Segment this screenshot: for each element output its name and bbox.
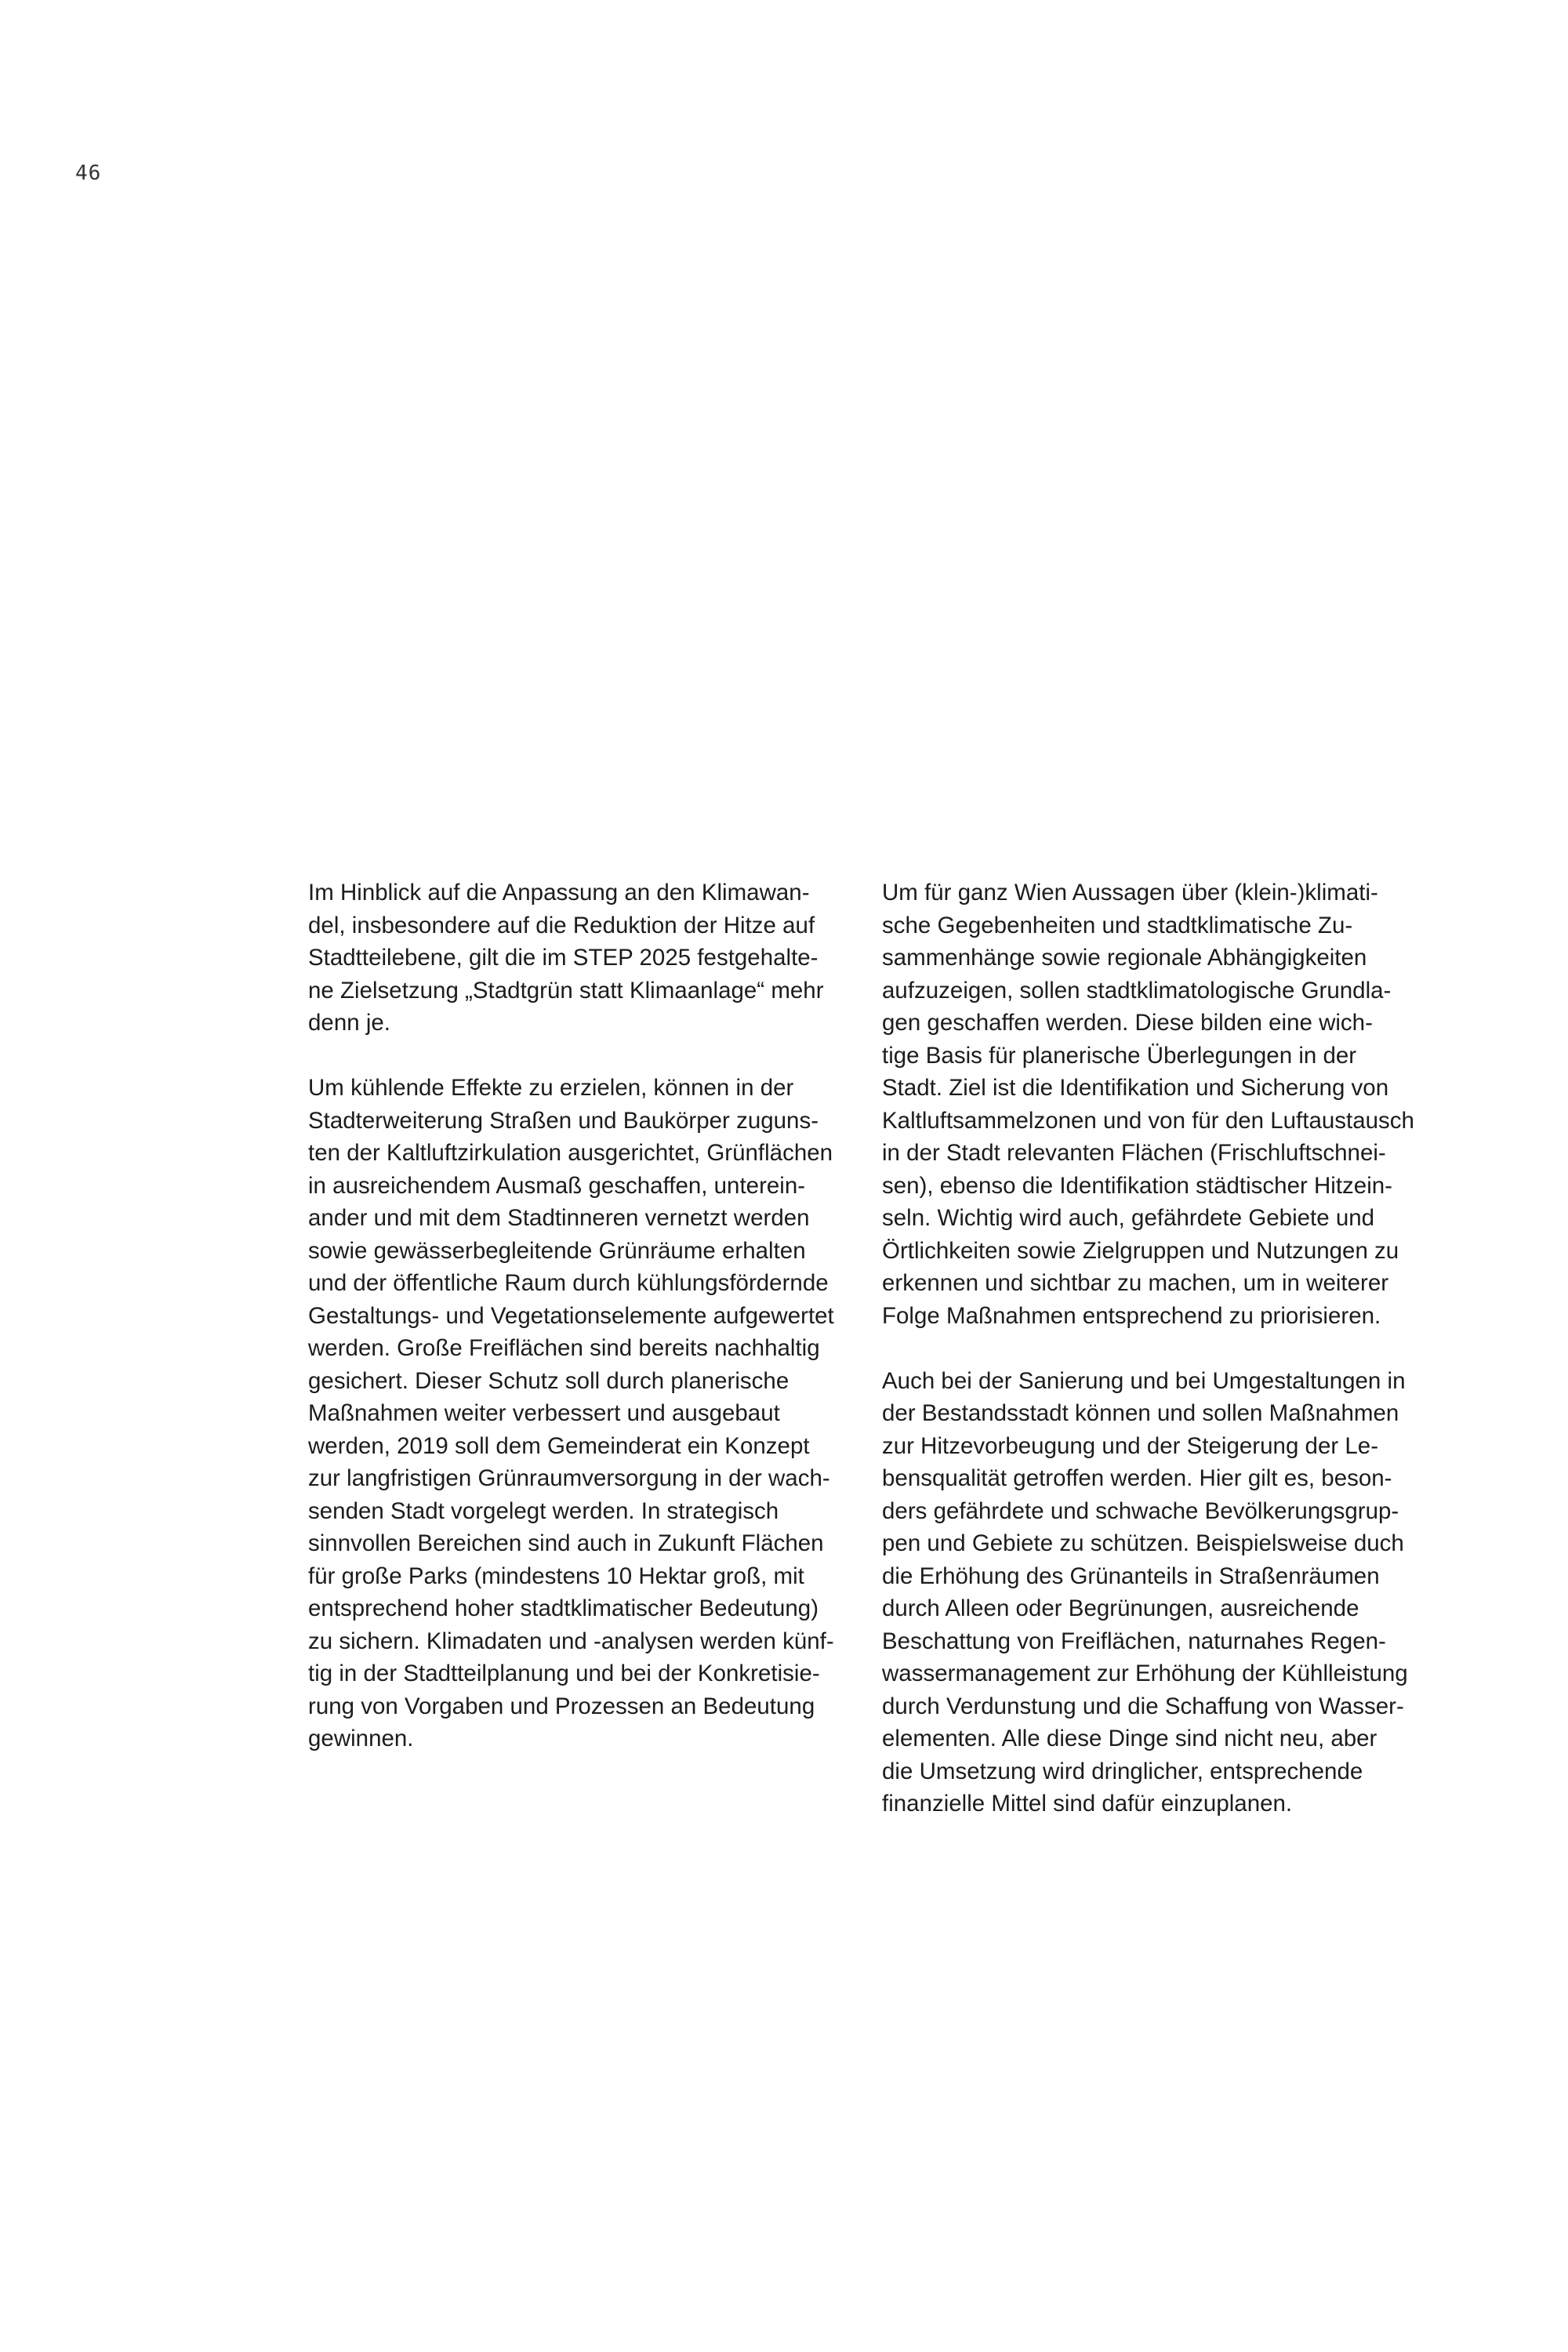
right-paragraph-2	[882, 1365, 1446, 1820]
text-line: entsprechend hoher stadtklimatischer Bedeutung)	[308, 1595, 819, 1621]
text-line: in ausreichendem Ausmaß geschaffen, unterein-	[308, 1172, 806, 1199]
text-line: ders gefährdete und schwache Bevölkerungsgrup-	[882, 1497, 1399, 1524]
text-line: tig in der Stadtteilplanung und bei der Konkretisie-	[308, 1661, 820, 1686]
text-line: bensqualität getroffen werden. Hier gilt es, beson-	[882, 1465, 1392, 1491]
text-line: Kaltluftsammelzonen und von für den Luftaustausch	[882, 1107, 1414, 1134]
text-line: Stadterweiterung Straßen und Baukörper zuguns-	[308, 1107, 819, 1134]
right-column	[882, 877, 1446, 1820]
text-line: für große Parks (mindestens 10 Hektar groß, mit	[308, 1563, 804, 1589]
text-line: ne Zielsetzung „Stadtgrün statt Klimaanlage“ mehr	[308, 977, 824, 1004]
text-line: ander und mit dem Stadtinneren vernetzt werden	[308, 1205, 810, 1231]
text-line: durch Alleen oder Begrünungen, ausreichende	[882, 1595, 1359, 1621]
left-paragraph-2	[308, 1072, 873, 1755]
text-line: sowie gewässerbegleitende Grünräume erhalten	[308, 1237, 806, 1264]
text-line: senden Stadt vorgelegt werden. In strategisch	[308, 1497, 779, 1524]
text-line: Örtlichkeiten sowie Zielgruppen und Nutzungen zu	[882, 1237, 1399, 1264]
text-line: Maßnahmen weiter verbessert und ausgebaut	[308, 1400, 780, 1426]
text-line: denn je.	[308, 1010, 390, 1036]
text-line: Im Hinblick auf die Anpassung an den Klimawan-	[308, 880, 810, 906]
text-line: sinnvollen Bereichen sind auch in Zukunft Flächen	[308, 1530, 824, 1556]
text-line: sche Gegebenheiten und stadtklimatische Zu-	[882, 912, 1353, 938]
text-line: Beschattung von Freiflächen, naturnahes Regen-	[882, 1628, 1386, 1654]
text-line: zu sichern. Klimadaten und -analysen werden künf-	[308, 1628, 834, 1654]
text-line: rung von Vorgaben und Prozessen an Bedeutung	[308, 1693, 815, 1719]
left-paragraph-1	[308, 877, 873, 1040]
page-number: 46	[75, 162, 102, 185]
text-line: erkennen und sichtbar zu machen, um in weiterer	[882, 1270, 1389, 1296]
text-line: wassermanagement zur Erhöhung der Kühlleistung	[882, 1661, 1408, 1686]
text-line: gen geschaffen werden. Diese bilden eine wich-	[882, 1010, 1373, 1036]
text-line: durch Verdunstung und die Schaffung von Wasser-	[882, 1693, 1404, 1719]
right-paragraph-1	[882, 877, 1446, 1332]
text-line: ten der Kaltluftzirkulation ausgerichtet, Grünflächen	[308, 1140, 833, 1166]
text-line: die Umsetzung wird dringlicher, entsprechende	[882, 1758, 1363, 1784]
text-line: seln. Wichtig wird auch, gefährdete Gebiete und	[882, 1205, 1375, 1231]
text-line: gesichert. Dieser Schutz soll durch planerische	[308, 1367, 789, 1394]
text-line: aufzuzeigen, sollen stadtklimatologische Grundla-	[882, 977, 1392, 1004]
text-line: del, insbesondere auf die Reduktion der Hitze auf	[308, 912, 815, 938]
text-line: Stadt. Ziel ist die Identifikation und Sicherung von	[882, 1075, 1389, 1101]
text-line: werden, 2019 soll dem Gemeinderat ein Konzept	[308, 1432, 810, 1459]
text-line: zur langfristigen Grünraumversorgung in der wach-	[308, 1465, 830, 1491]
paragraph-spacer	[308, 1040, 873, 1073]
text-line: Um kühlende Effekte zu erzielen, können in der	[308, 1075, 794, 1101]
paragraph-spacer	[882, 1332, 1446, 1365]
text-line: in der Stadt relevanten Flächen (Frischluftschnei-	[882, 1140, 1386, 1166]
text-line: Stadtteilebene, gilt die im STEP 2025 festgehalte-	[308, 945, 818, 971]
text-line: die Erhöhung des Grünanteils in Straßenräumen	[882, 1563, 1380, 1589]
text-line: Gestaltungs- und Vegetationselemente aufgewertet	[308, 1302, 834, 1329]
text-line: sen), ebenso die Identifikation städtischer Hitzein-	[882, 1172, 1392, 1199]
text-line: elementen. Alle diese Dinge sind nicht neu, aber	[882, 1726, 1377, 1751]
text-line: tige Basis für planerische Überlegungen in der	[882, 1042, 1357, 1069]
text-line: Auch bei der Sanierung und bei Umgestaltungen in	[882, 1367, 1406, 1394]
text-line: sammenhänge sowie regionale Abhängigkeiten	[882, 945, 1367, 971]
text-line: gewinnen.	[308, 1726, 414, 1751]
text-line: werden. Große Freiflächen sind bereits nachhaltig	[308, 1335, 820, 1361]
text-line: der Bestandsstadt können und sollen Maßnahmen	[882, 1400, 1399, 1426]
text-line: Um für ganz Wien Aussagen über (klein-)klimati-	[882, 880, 1378, 906]
text-line: Folge Maßnahmen entsprechend zu priorisieren.	[882, 1302, 1381, 1329]
text-line: und der öffentliche Raum durch kühlungsfördernde	[308, 1270, 829, 1296]
text-line: finanzielle Mittel sind dafür einzuplanen.	[882, 1791, 1293, 1817]
left-column	[308, 877, 873, 1755]
text-line: zur Hitzevorbeugung und der Steigerung der Le-	[882, 1432, 1379, 1459]
text-line: pen und Gebiete zu schützen. Beispielsweise duch	[882, 1530, 1404, 1556]
